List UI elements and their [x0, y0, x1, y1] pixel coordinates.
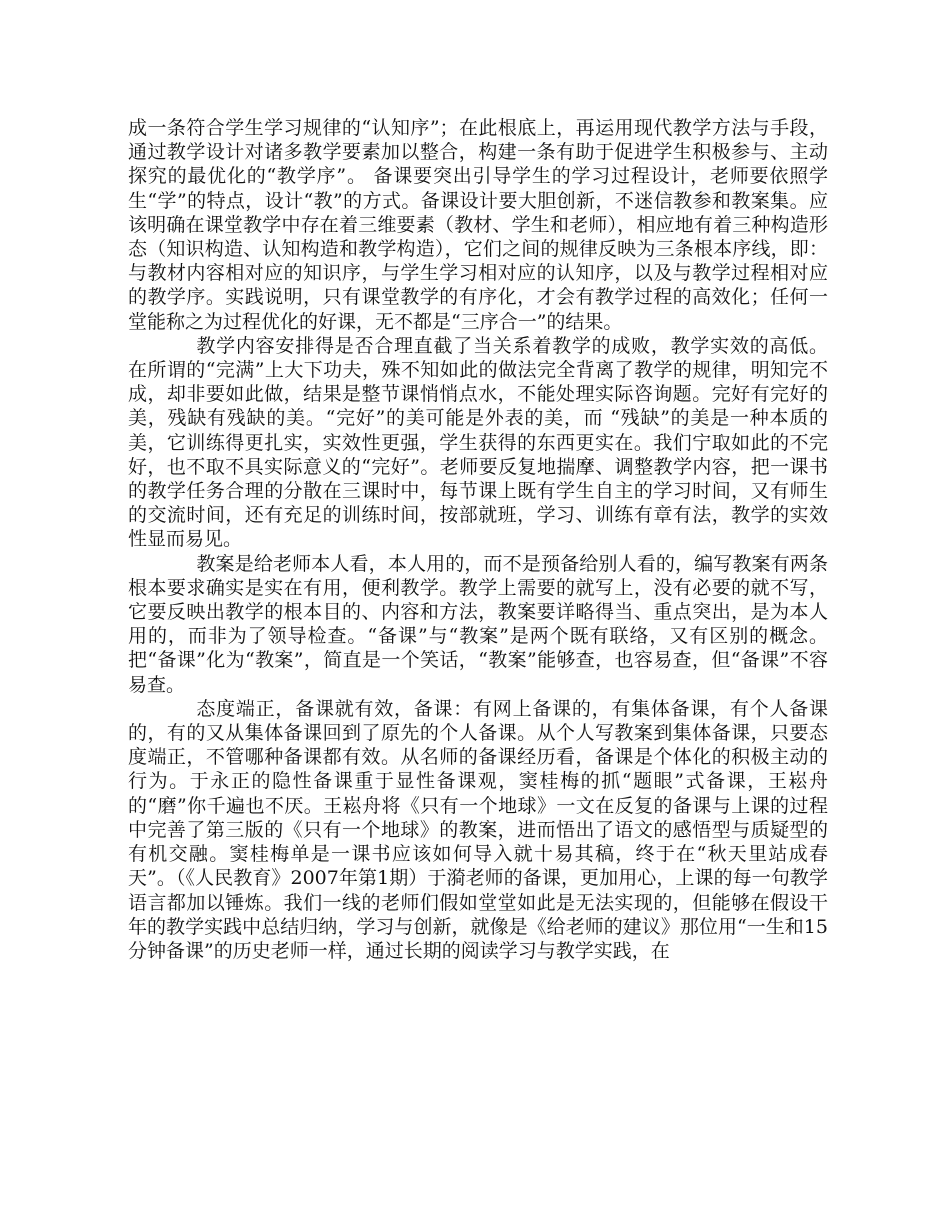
- paragraph-4: 态度端正，备课就有效，备课：有网上备课的，有集体备课，有个人备课的，有的又从集体备课回到了原先的个人备课。从个人写教案到集体备课，只要态度端正，不管哪种备课都有效。从名师的备课经历看，备课是个体化的积极主动的行为。于永正的隐性备课重于显性备课观，窦桂梅的抓“题眼”式备课，王崧舟的“磨”你千遍也不厌。王崧舟将《只有一个地球》一文在反复的备课与上课的过程中完善了第三版的《只有一个地球》的教案，进而悟出了语文的感悟型与质疑型的有机交融。窦桂梅单是一课书应该如何导入就十易其稿，终于在“秋天里站成春天”。（《人民教育》2007年第1期）于漪老师的备课，更加用心，上课的每一句教学语言都加以锤炼。我们一线的老师们假如堂堂如此是无法实现的，但能够在假设干年的教学实践中总结归纳，学习与创新，就像是《给老师的建议》那位用“一生和15分钟备课”的历史老师一样，通过长期的阅读学习与教学实践，在: [128, 697, 828, 962]
- paragraph-1: 成一条符合学生学习规律的“认知序”；在此根底上，再运用现代教学方法与手段，通过教学设计对诸多教学要素加以整合，构建一条有助于促进学生积极参与、主动探究的最优化的“教学序”。 备课要突出引导学生的学习过程设计，老师要依照学生“学”的特点，设计“教”的方式。备课设计要大胆创新，不迷信教参和教案集。应该明确在课堂教学中存在着三维要素（教材、学生和老师），相应地有着三种构造形态（知识构造、认知构造和教学构造），它们之间的规律反映为三条根本序线，即：与教材内容相对应的知识序，与学生学习相对应的认知序，以及与教学过程相对应的教学序。实践说明，只有课堂教学的有序化，才会有教学过程的高效化；任何一堂能称之为过程优化的好课，无不都是“三序合一”的结果。: [128, 117, 828, 333]
- document-page: [128, 116, 828, 963]
- paragraph-3: 教案是给老师本人看，本人用的，而不是预备给别人看的，编写教案有两条根本要求确实是实在有用，便利教学。教学上需要的就写上，没有必要的就不写，它要反映出教学的根本目的、内容和方法，教案要详略得当、重点突出，是为本人用的，而非为了领导检查。“备课”与“教案”是两个既有联络，又有区别的概念。把“备课”化为“教案”，简直是一个笑话，“教案”能够查，也容易查，但“备课”不容易查。: [128, 552, 828, 696]
- paragraph-2: 教学内容安排得是否合理直截了当关系着教学的成败，教学实效的高低。 在所谓的“完满”上大下功夫，殊不知如此的做法完全背离了教学的规律，明知完不成，却非要如此做，结果是整节课悄悄点水，不能处理实际咨询题。完好有完好的美，残缺有残缺的美。“完好”的美可能是外表的美，而 “残缺”的美是一种本质的美，它训练得更扎实，实效性更强，学生获得的东西更实在。我们宁取如此的不完好，也不取不具实际意义的“完好”。老师要反复地揣摩、调整教学内容，把一课书的教学任务合理的分散在三课时中，每节课上既有学生自主的学习时间，又有师生的交流时间，还有充足的训练时间，按部就班，学习、训练有章有法，教学的实效性显而易见。: [128, 334, 828, 551]
